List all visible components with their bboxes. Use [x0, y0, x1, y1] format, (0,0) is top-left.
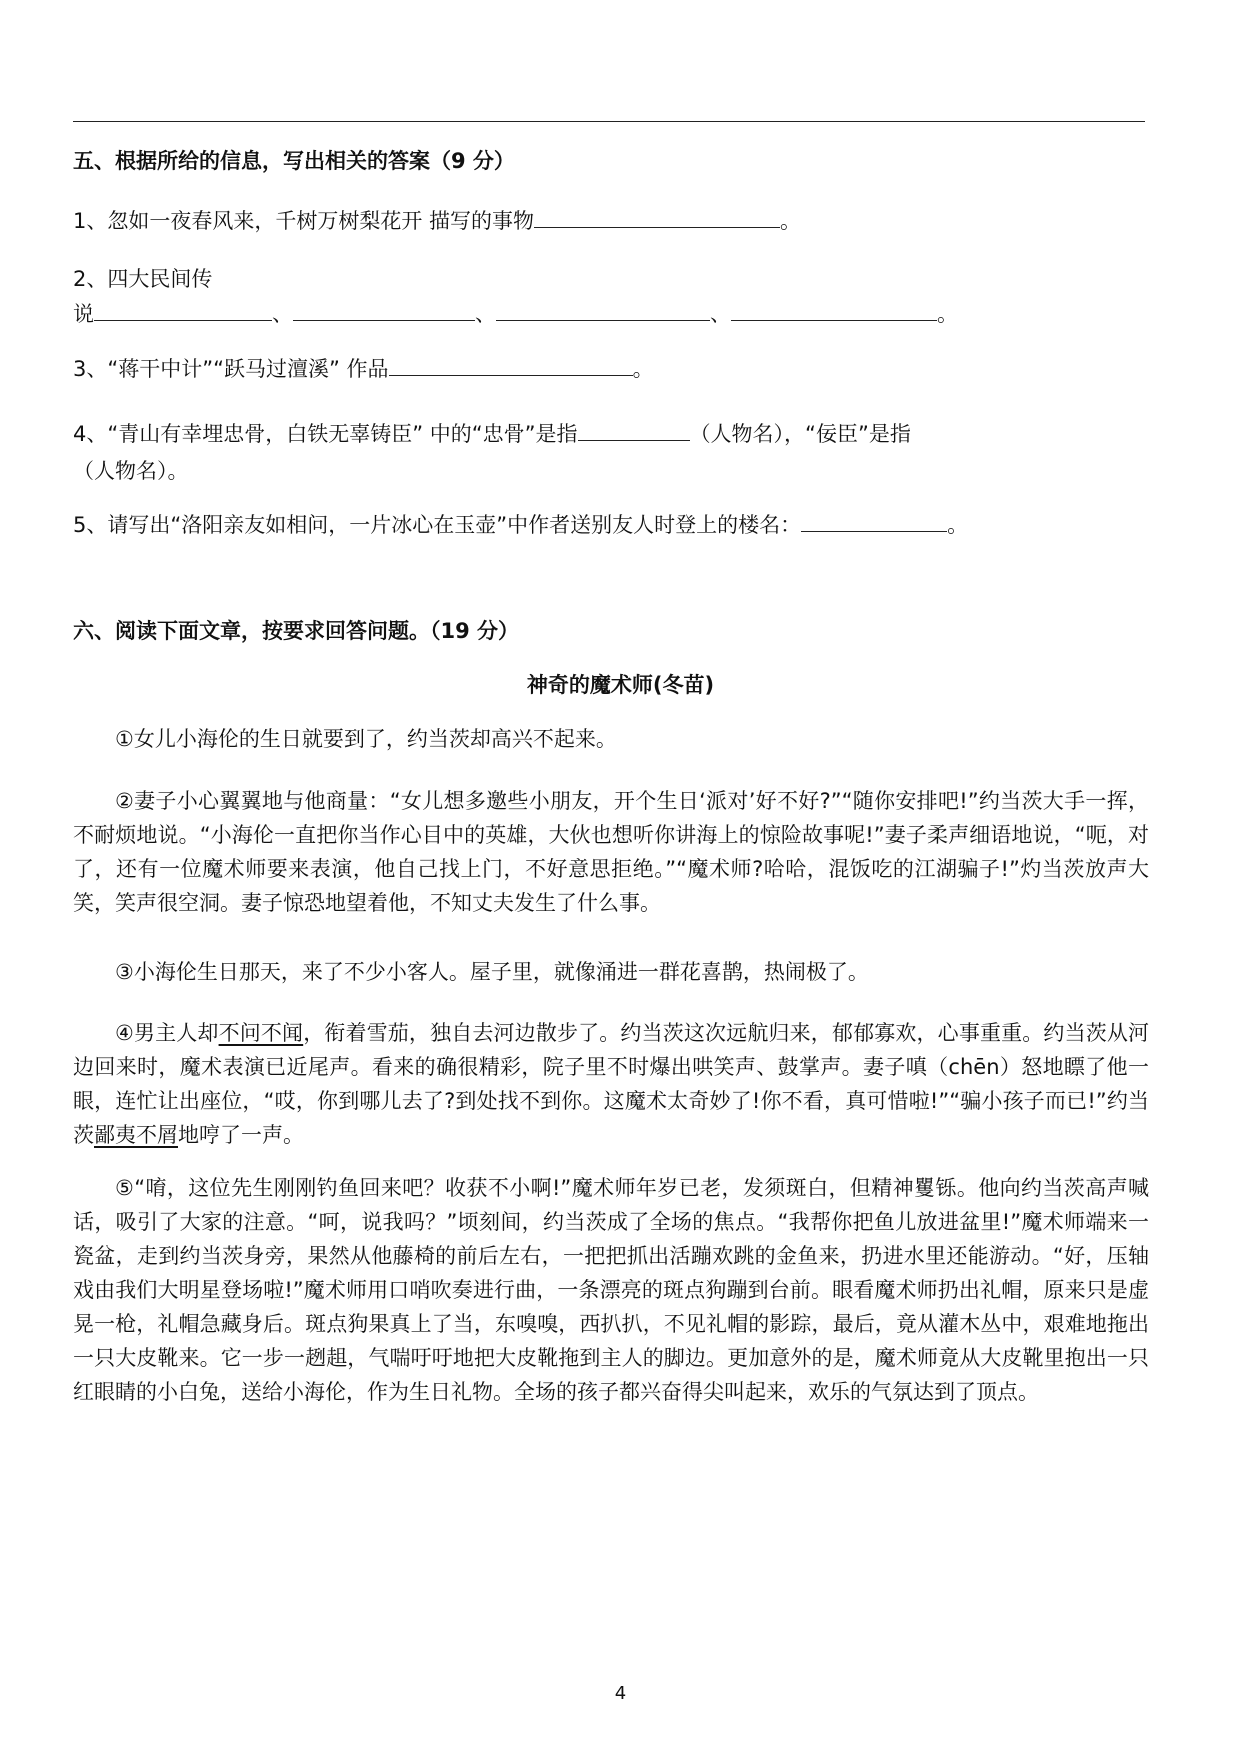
- question-4-text: 4、“青山有幸埋忠骨，白铁无辜铸臣” 中的“忠骨”是指: [73, 422, 578, 446]
- paragraph-2: ②妻子小心翼翼地与他商量：“女儿想多邀些小朋友，开个生日‘派对’好不好?”“随你安排吧!”约当茨大手一挥，不耐烦地说。“小海伦一直把你当作心目中的英雄，大伙也想听你讲海上的惊险故事呢!”妻子柔声细语地说，“呃，对了，还有一位魔术师要来表演，他自己找上门，不好意思拒绝。”“魔术师?哈哈，混饭吃的江湖骗子!”灼当茨放声大笑，笑声很空洞。妻子惊恐地望着他，不知丈夫发生了什么事。: [73, 789, 1149, 915]
- paragraph-3: ③小海伦生日那天，来了不少小客人。屋子里，就像涌进一群花喜鹊，热闹极了。: [115, 960, 869, 984]
- question-1-text: 1、忽如一夜春风来，千树万树梨花开 描写的事物: [73, 209, 535, 233]
- underlined-phrase-2: 鄙夷不屑: [94, 1123, 178, 1147]
- answer-blank-3[interactable]: [389, 353, 633, 376]
- answer-blank-2c[interactable]: [496, 298, 710, 321]
- answer-blank-2a[interactable]: [94, 298, 272, 321]
- question-3: 3、“蒋干中计”“跃马过澶溪” 作品 。: [73, 352, 654, 386]
- answer-blank-5[interactable]: [801, 509, 947, 532]
- answer-blank-1[interactable]: [534, 205, 780, 228]
- answer-blank-4a[interactable]: [578, 418, 690, 441]
- underlined-phrase-1: 不问不闻: [218, 1021, 304, 1045]
- question-4-line2: （人物名）。: [73, 459, 189, 483]
- question-1: 1、忽如一夜春风来，千树万树梨花开 描写的事物 。: [73, 204, 801, 238]
- question-2-line1: 2、四大民间传: [73, 267, 213, 291]
- answer-blank-2d[interactable]: [731, 298, 937, 321]
- question-3-text: 3、“蒋干中计”“跃马过澶溪” 作品: [73, 357, 389, 381]
- question-2-line2: 说 、 、 、 。: [73, 297, 958, 331]
- paragraph-5: ⑤“唷，这位先生刚刚钓鱼回来吧？收获不小啊!”魔术师年岁已老，发须斑白，但精神矍铄。他向约当茨高声喊话，吸引了大家的注意。“呵，说我吗？”顷刻间，约当茨成了全场的焦点。“我帮你把鱼儿放进盆里!”魔术师端来一瓷盆，走到约当茨身旁，果然从他藤椅的前后左右，一把把抓出活蹦欢跳的金鱼来，扔进水里还能游动。“好，压轴戏由我们大明星登场啦!”魔术师用口哨吹奏进行曲，一条漂亮的斑点狗蹦到台前。眼看魔术师扔出礼帽，原来只是虚晃一枪，礼帽急藏身后。斑点狗果真上了当，东嗅嗅，西扒扒，不见礼帽的影踪，最后，竟从灌木丛中，艰难地拖出一只大皮靴来。它一步一趔趄，气喘吁吁地把大皮靴拖到主人的脚边。更加意外的是，魔术师竟从大皮靴里抱出一只红眼睛的小白兔，送给小海伦，作为生日礼物。全场的孩子都兴奋得尖叫起来，欢乐的气氛达到了顶点。: [73, 1176, 1149, 1404]
- question-5-text: 5、请写出“洛阳亲友如相问，一片冰心在玉壶”中作者送别友人时登上的楼名：: [73, 513, 802, 537]
- paragraph-1: ①女儿小海伦的生日就要到了，约当茨却高兴不起来。: [115, 727, 617, 751]
- page-number: 4: [614, 1683, 627, 1704]
- paragraph-4: ④男主人却不问不闻，衔着雪茄，独自去河边散步了。约当茨这次远航归来，郁郁寡欢，心事重重。约当茨从河边回来时，魔术表演已近尾声。看来的确很精彩，院子里不时爆出哄笑声、鼓掌声。妻子嗔（chēn）怒地瞟了他一眼，连忙让出座位，“哎，你到哪儿去了?到处找不到你。这魔术太奇妙了!你不看，真可惜啦!”“骗小孩子而已!”约当茨鄙夷不屑地哼了一声。: [73, 1021, 1150, 1147]
- story-title: 神奇的魔术师(冬苗): [526, 673, 715, 697]
- header-rule: [73, 121, 1145, 122]
- section6-heading: 六、阅读下面文章，按要求回答问题。（19 分）: [73, 619, 520, 643]
- question-4: 4、“青山有幸埋忠骨，白铁无辜铸臣” 中的“忠骨”是指 （人物名），“佞臣”是指: [73, 417, 911, 451]
- answer-blank-2b[interactable]: [293, 298, 475, 321]
- section5-heading: 五、根据所给的信息，写出相关的答案（9 分）: [73, 149, 515, 173]
- question-5: 5、请写出“洛阳亲友如相问，一片冰心在玉壶”中作者送别友人时登上的楼名： 。: [73, 508, 968, 542]
